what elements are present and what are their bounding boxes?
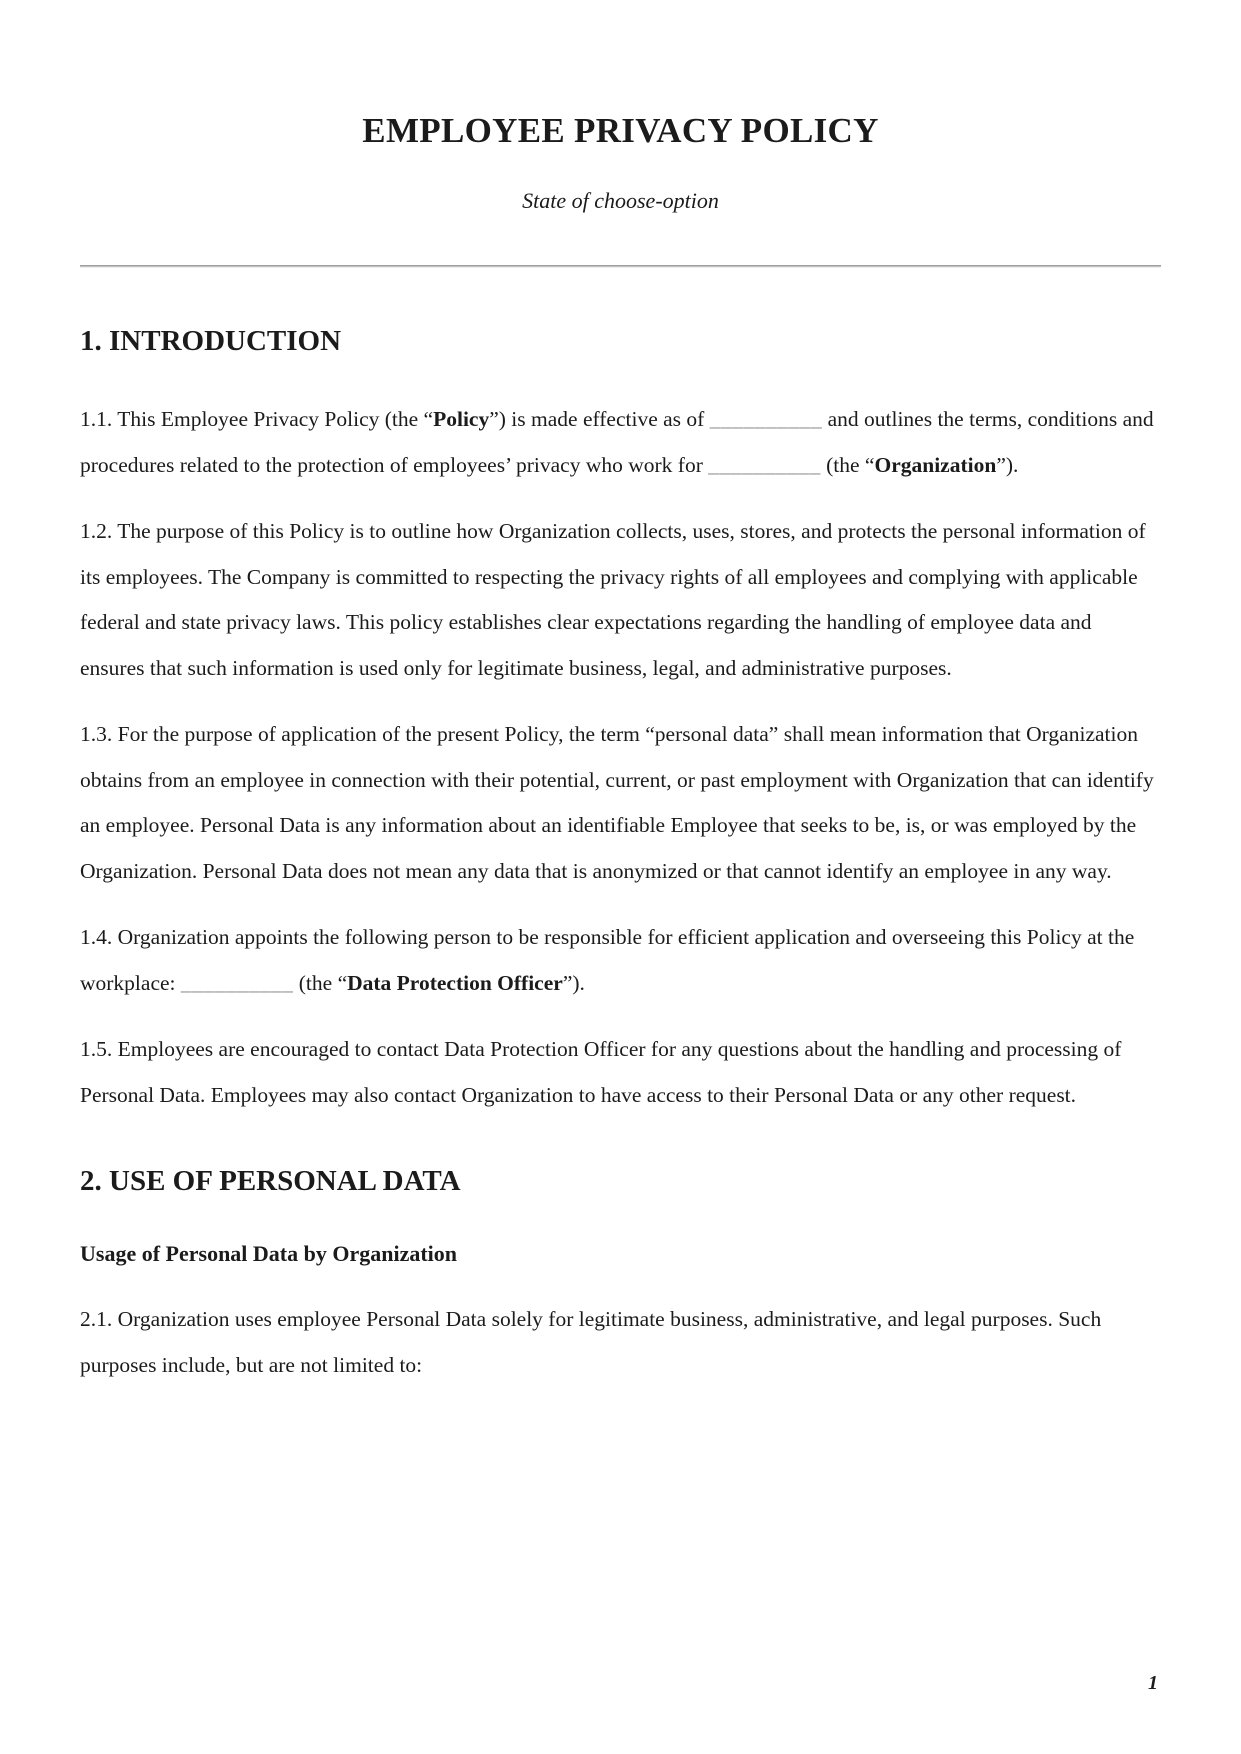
text-run: (the “ bbox=[820, 452, 875, 477]
document-title: EMPLOYEE PRIVACY POLICY bbox=[362, 111, 879, 150]
defined-term: Policy bbox=[433, 407, 490, 431]
divider bbox=[80, 265, 1161, 268]
text-run: 1.4. Organization appoints the following person to be responsible for efficient application and overseeing this Policy at the workplace: bbox=[80, 925, 1135, 995]
text-run: 1.1. This Employee Privacy Policy (the “ bbox=[80, 407, 434, 431]
section-1-heading: 1. INTRODUCTION bbox=[80, 325, 342, 357]
text-run: ”). bbox=[562, 970, 585, 995]
text-run: 1.5. Employees are encouraged to contact Data Protection Officer for any questions about the handling and processing of Personal Data. Employees may also contact Organization to have access to their Personal Data or any other request. bbox=[80, 1037, 1122, 1107]
defined-term: Data Protection Officer bbox=[347, 970, 563, 995]
text-run: 1.2. The purpose of this Policy is to outline how Organization collects, uses, stores, and protects the personal information of its employees. The Company is committed to respecting the privacy rights of all employees and complying with applicable federal and state privacy laws. This policy establishes clear expectations regarding the handling of employee data and ensures that such information is used only for legitimate business, legal, and administrative purposes. bbox=[80, 519, 1146, 680]
blank-field: __________ bbox=[708, 452, 821, 477]
text-run: ”) is made effective as of bbox=[489, 407, 710, 431]
page-number: 1 bbox=[1148, 1672, 1158, 1694]
section-2-subheading: Usage of Personal Data by Organization bbox=[80, 1241, 458, 1266]
blank-field: __________ bbox=[180, 970, 294, 995]
paragraph-1-2 bbox=[80, 509, 1161, 691]
blank-field: __________ bbox=[709, 407, 823, 431]
paragraph-1-3 bbox=[80, 712, 1161, 894]
defined-term: Organization bbox=[874, 452, 997, 477]
text-run: and outlines the terms, conditions and procedures related to the protection of employees’ privacy who work for bbox=[80, 407, 1154, 477]
paragraph-1-1 bbox=[80, 397, 1161, 488]
document-subtitle: State of choose-option bbox=[522, 188, 719, 213]
text-run: (the “ bbox=[293, 970, 348, 995]
text-run: ”). bbox=[996, 452, 1019, 477]
paragraph-1-5 bbox=[80, 1027, 1161, 1118]
text-run: 1.3. For the purpose of application of the present Policy, the term “personal data” shall mean information that Organization obtains from an employee in connection with their potential, current, or past employment with Organization that can identify an employee. Personal Data is any information about an identifiable Employee that seeks to be, is, or was employed by the Organization. Personal Data does not mean any data that is anonymized or that cannot identify an employee in any way. bbox=[80, 722, 1154, 883]
paragraph-1-4 bbox=[80, 915, 1161, 1006]
text-run: 2.1. Organization uses employee Personal Data solely for legitimate business, administrative, and legal purposes. Such purposes include, but are not limited to: bbox=[80, 1307, 1102, 1377]
section-2-heading: 2. USE OF PERSONAL DATA bbox=[80, 1165, 461, 1197]
paragraph-2-1 bbox=[80, 1297, 1161, 1388]
